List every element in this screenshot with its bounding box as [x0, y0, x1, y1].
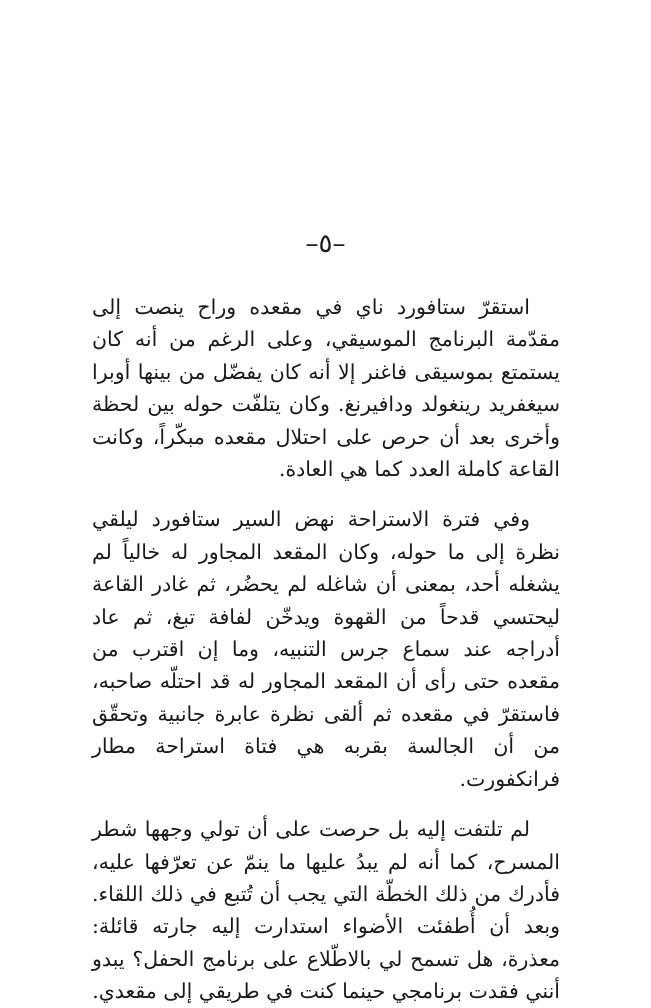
paragraph-2: وفي فترة الاستراحة نهض السير ستافورد ليلقي نظرة إلى ما حوله، وكان المقعد المجاور له خالياً لم يشغله أحد، بمعنى أن شاغله لم يحضُر، ثم غادر القاعة ليحتسي قدحاً من القهوة ويدخّن لفافة تبغ، ثم عاد أدراجه عند سماع جرس التنبيه، وما إن اقترب من مقعده حتى رأى أن المقعد المجاور له قد احتلّه صاحبه، فاستقرّ في مقعده ثم ألقى نظرة عابرة جانبية وتحقّق من أن الجالسة بقربه هي فتاة استراحة مطار فرانكفورت. — [92, 507, 560, 791]
body-text — [92, 291, 560, 1008]
paragraph-1: استقرّ ستافورد ناي في مقعده وراح ينصت إلى مقدّمة البرنامج الموسيقي، وعلى الرغم من أنه كان يستمتع بموسيقى فاغنر إلا أنه كان يفضّل من بينها أوبرا سيغفريد رينغولد ودافيرنغ. وكان يتلفّت حوله بين لحظة وأخرى بعد أن حرص على احتلال مقعده مبكّراً، وكانت القاعة كاملة العدد كما هي العادة. — [92, 295, 560, 482]
chapter-number: –٥– — [305, 229, 346, 259]
paragraph-3: لم تلتفت إليه بل حرصت على أن تولي وجهها شطر المسرح، كما أنه لم يبدُ عليها ما ينمّ عن تعرّفها عليه، فأدرك من ذلك الخطّة التي يجب أن تُتبع في ذلك اللقاء. وبعد أن أُطفئت الأضواء استدارت إليه جارته قائلة: معذرة، هل تسمح لي بالاطّلاع على برنامج الحفل؟ يبدو أنني فقدت برنامجي حينما كنت في طريقي إلى مقعدي. — [92, 817, 560, 1004]
